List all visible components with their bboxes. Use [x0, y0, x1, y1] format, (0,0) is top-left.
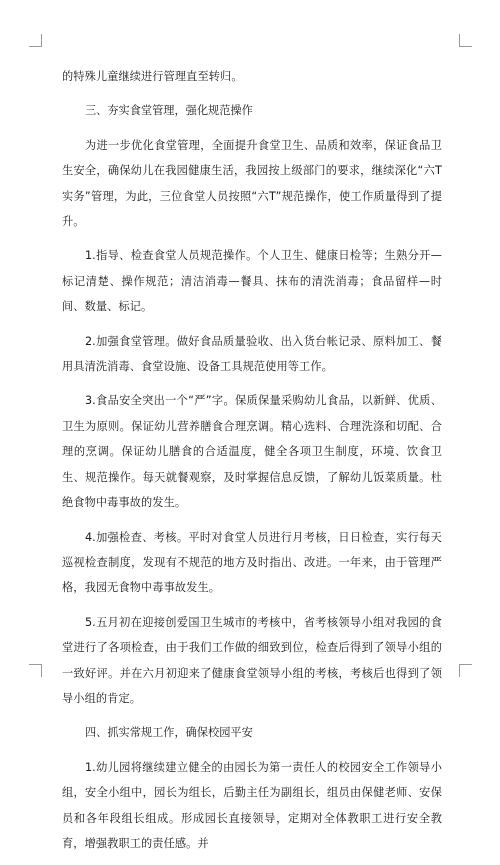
paragraph-continuation: 的特殊儿童继续进行管理直至转归。 [62, 70, 243, 83]
paragraph-canteen-item-3: 3.食品安全突出一个“严”字。保质保量采购幼儿食品，以新鲜、优质、卫生为原则。保证幼儿营养膳食合理烹调。精心选料、合理洗涤和切配、合理的烹调。保证幼儿膳食的合适温度，健全各项卫生制度，环境、饮食卫生、规范操作。每天就餐观察，及时掌握信息反馈，了解幼儿饭菜质量。杜绝食物中毒事故的发生。 [62, 394, 442, 510]
paragraph-canteen-item-1: 1.指导、检查食堂人员规范操作。个人卫生、健康日检等；生熟分开—标记清楚、操作规范；清洁消毒—餐具、抹布的清洗消毒；食品留样—时间、数量、标记。 [62, 249, 442, 314]
paragraph-safety-item-1: 1.幼儿园将继续建立健全的由园长为第一责任人的校园安全工作领导小组，安全小组中，园长为组长，后勤主任为副组长，组员由保健老师、安保员和各年段组长组成。形成园长直接领导，定期对全体教职工进行安全教育，增强教职工的责任感。并 [62, 760, 442, 850]
crop-mark-bottom-left [29, 664, 42, 677]
document-body [62, 64, 442, 865]
paragraph-canteen-item-4: 4.加强检查、考核。平时对食堂人员进行月考核，日日检查，实行每天巡视检查制度，发现有不规范的地方及时指出、改进。一年来，由于管理严格，我园无食物中毒事故发生。 [62, 530, 442, 595]
section-heading-safety: 四、抓实常规工作，确保校园平安 [84, 726, 253, 740]
section-heading-canteen: 三、夯实食堂管理，强化规范操作 [84, 104, 253, 118]
crop-mark-top-right [459, 34, 472, 47]
paragraph-canteen-intro: 为进一步优化食堂管理，全面提升食堂卫生、品质和效率，保证食品卫生安全，确保幼儿在我园健康生活，我园按上级部门的要求，继续深化“六T实务”管理，为此，三位食堂人员按照“六T”规范操作，使工作质量得到了提升。 [62, 138, 442, 229]
paragraph-canteen-item-5: 5.五月初在迎接创爱国卫生城市的考核中，省考核领导小组对我园的食堂进行了各项检查，由于我们工作做的细致到位，检查后得到了领导小组的一致好评。并在六月初迎来了健康食堂领导小组的考核，考核后也得到了领导小组的肯定。 [62, 615, 442, 705]
paragraph-canteen-item-2: 2.加强食堂管理。做好食品质量验收、出入货台帐记录、原料加工、餐用具清洗消毒、食堂设施、设备工具规范使用等工作。 [62, 334, 442, 374]
crop-mark-bottom-right [459, 664, 472, 677]
crop-mark-top-left [29, 34, 42, 47]
